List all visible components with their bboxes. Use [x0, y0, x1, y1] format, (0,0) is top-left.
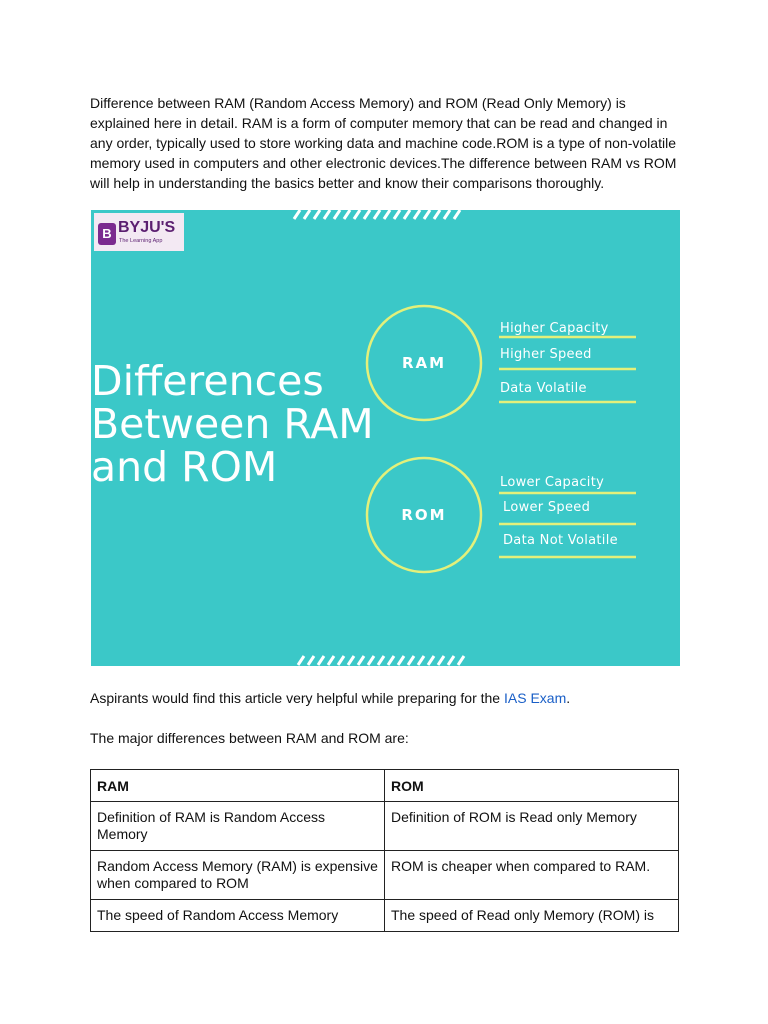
hatch-stroke — [314, 210, 320, 219]
table-row — [91, 851, 679, 900]
ram-vs-rom-banner — [91, 210, 680, 666]
hatch-stroke — [294, 210, 300, 219]
hatch-stroke — [354, 210, 360, 219]
intro-paragraph: Difference between RAM (Random Access Memory) and ROM (Read Only Memory) is explained here in detail. RAM is a form of computer memory that can be read and changed in any order, typically used to store working data and machine code.ROM is a type of non-volatile memory used in computers and other electronic devices.The difference between RAM vs ROM will help in understanding the basics better and know their comparisons thoroughly. — [90, 95, 677, 191]
table-header-row — [91, 770, 679, 802]
rom-feature-volatility: Data Not Volatile — [503, 533, 618, 548]
hatch-decoration-top — [294, 210, 460, 219]
hatch-stroke — [418, 656, 424, 665]
ias-exam-link[interactable]: IAS Exam — [503, 690, 567, 706]
banner-title-line: Differences — [91, 357, 324, 405]
hatch-stroke — [394, 210, 400, 219]
hatch-stroke — [434, 210, 440, 219]
hatch-stroke — [334, 210, 340, 219]
ram-circle-label: RAM — [401, 354, 447, 372]
hatch-stroke — [408, 656, 414, 665]
hatch-stroke — [348, 656, 354, 665]
hatch-stroke — [444, 210, 450, 219]
table-cell-rom: ROM is cheaper when compared to RAM. — [385, 851, 679, 900]
hatch-stroke — [324, 210, 330, 219]
hatch-stroke — [454, 210, 460, 219]
hatch-stroke — [364, 210, 370, 219]
hatch-stroke — [374, 210, 380, 219]
hatch-stroke — [428, 656, 434, 665]
hatch-stroke — [308, 656, 314, 665]
hatch-stroke — [438, 656, 444, 665]
ram-feature-speed: Higher Speed — [500, 347, 592, 362]
table-cell-ram: Random Access Memory (RAM) is expensive when compared to ROM — [91, 851, 385, 900]
aspirants-text-end: . — [566, 690, 571, 706]
byjus-logo-tagline: The Learning App — [119, 238, 163, 244]
hatch-stroke — [384, 210, 390, 219]
banner-title — [91, 357, 374, 491]
hatch-stroke — [458, 656, 464, 665]
rom-circle-label: ROM — [401, 506, 447, 524]
comparison-table — [90, 769, 679, 932]
hatch-stroke — [398, 656, 404, 665]
banner-title-line: and ROM — [91, 443, 278, 491]
hatch-stroke — [298, 656, 304, 665]
hatch-stroke — [338, 656, 344, 665]
hatch-stroke — [304, 210, 310, 219]
hatch-stroke — [318, 656, 324, 665]
byjus-logo-name: BYJU'S — [118, 219, 176, 236]
ram-feature-volatility: Data Volatile — [500, 381, 587, 396]
rom-feature-capacity: Lower Capacity — [500, 475, 605, 490]
hatch-stroke — [448, 656, 454, 665]
table-cell-rom: Definition of ROM is Read only Memory — [385, 802, 679, 851]
hatch-stroke — [388, 656, 394, 665]
hatch-stroke — [424, 210, 430, 219]
aspirants-paragraph — [90, 688, 570, 708]
aspirants-text: Aspirants would find this article very helpful while preparing for the — [90, 690, 504, 706]
hatch-stroke — [344, 210, 350, 219]
banner-title-line: Between RAM — [91, 400, 374, 448]
hatch-stroke — [414, 210, 420, 219]
major-differences-intro: The major differences between RAM and ROM are: — [90, 730, 409, 746]
table-row — [91, 900, 679, 932]
ram-feature-capacity: Higher Capacity — [500, 321, 609, 336]
hatch-stroke — [378, 656, 384, 665]
hatch-decoration-bottom — [298, 656, 464, 665]
table-cell-rom: The speed of Read only Memory (ROM) is — [385, 900, 679, 932]
byjus-logo — [94, 213, 184, 251]
hatch-stroke — [404, 210, 410, 219]
hatch-stroke — [358, 656, 364, 665]
table-cell-ram: Definition of RAM is Random Access Memory — [91, 802, 385, 851]
rom-feature-speed: Lower Speed — [503, 500, 591, 515]
table-cell-ram: The speed of Random Access Memory — [91, 900, 385, 932]
byjus-logo-icon: B — [98, 223, 116, 245]
table-row — [91, 802, 679, 851]
table-header-rom: ROM — [385, 770, 679, 802]
hatch-stroke — [368, 656, 374, 665]
table-header-ram: RAM — [91, 770, 385, 802]
hatch-stroke — [328, 656, 334, 665]
